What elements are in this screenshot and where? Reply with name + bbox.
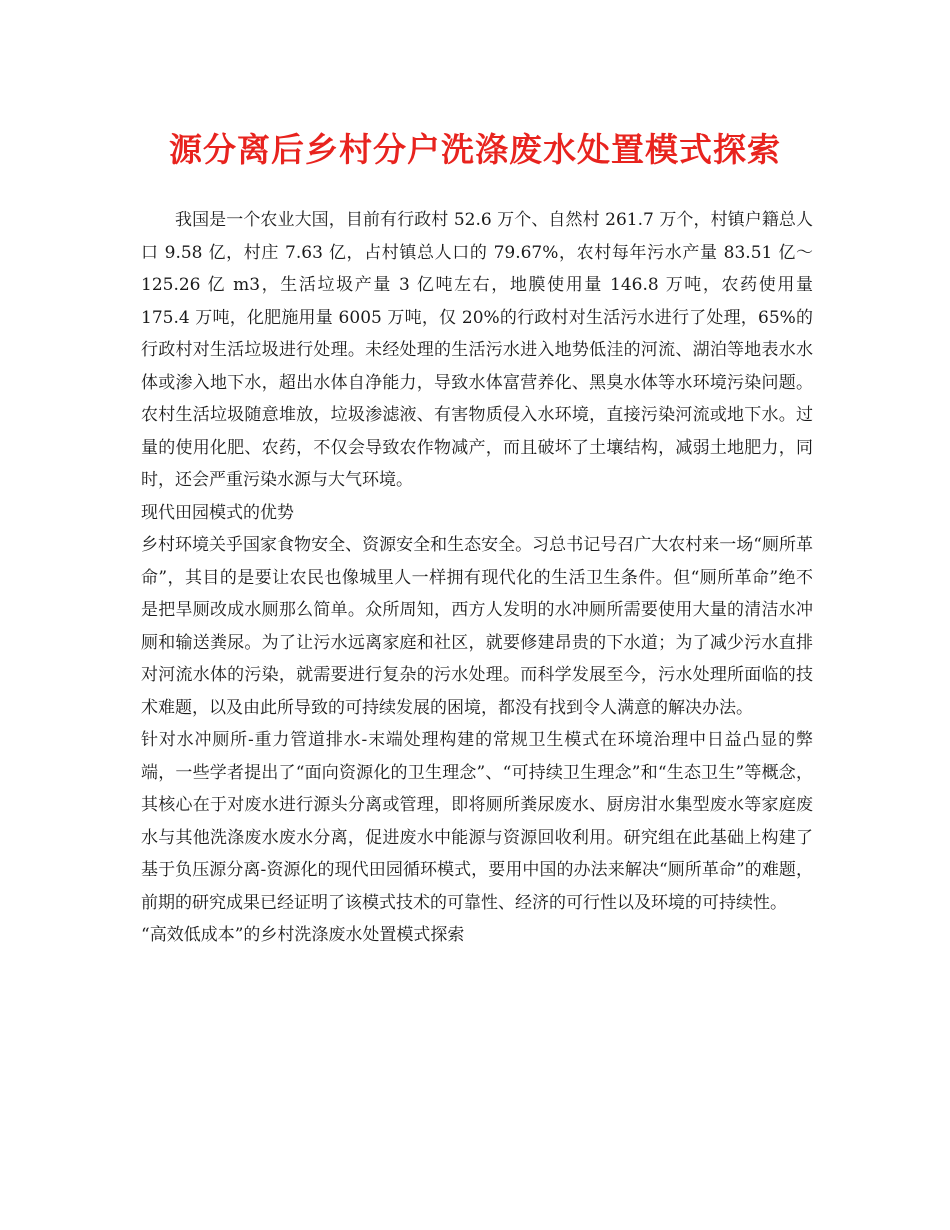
document-title: 源分离后乡村分户洗涤废水处置模式探索 [169,130,781,169]
paragraph-toilet-revolution: 乡村环境关乎国家食物安全、资源安全和生态安全。习总书记号召广大农村来一场“厕所革命”，其目的是要让农民也像城里人一样拥有现代化的生活卫生条件。但“厕所革命”绝不是把旱厕改成水厕那么简单。众所周知，西方人发明的水冲厕所需要使用大量的清洁水冲厕和输送粪尿。为了让污水远离家庭和社区，就要修建昂贵的下水道；为了减少污水直排对河流水体的污染，就需要进行复杂的污水处理。而科学发展至今，污水处理所面临的技术难题，以及由此所导致的可持续发展的困境，都没有找到令人满意的解决办法。 [141,535,813,718]
section-heading-low-cost-model: “高效低成本”的乡村洗涤废水处置模式探索 [141,925,465,945]
paragraph-source-separation: 针对水冲厕所-重力管道排水-末端处理构建的常规卫生模式在环境治理中日益凸显的弊端，一些学者提出了“面向资源化的卫生理念”、“可持续卫生理念”和“生态卫生”等概念，其核心在于对废水进行源头分离或管理，即将厕所粪尿废水、厨房泔水集型废水等家庭废水与其他洗涤废水废水分离，促进废水中能源与资源回收利用。研究组在此基础上构建了基于负压源分离-资源化的现代田园循环模式，要用中国的办法来解决“厕所革命”的难题，前期的研究成果已经证明了该模式技术的可靠性、经济的可行性以及环境的可持续性。 [141,730,813,913]
section-heading-advantages: 现代田园模式的优势 [141,502,294,523]
paragraph-intro: 我国是一个农业大国，目前有行政村 52.6 万个、自然村 261.7 万个，村镇户籍总人口 9.58 亿，村庄 7.63 亿，占村镇总人口的 79.67%，农村每年污水产量 83.51 亿～125.26 亿 m3，生活垃圾产量 3 亿吨左右，地膜使用量 146.8 万吨，农药使用量 175.4 万吨，化肥施用量 6005 万吨，仅 20%的行政村对生活污水进行了处理，65%的行政村对生活垃圾进行处理。未经处理的生活污水进入地势低洼的河流、湖泊等地表水水体或渗入地下水，超出水体自净能力，导致水体富营养化、黑臭水体等水环境污染问题。农村生活垃圾随意堆放，垃圾渗滤液、有害物质侵入水环境，直接污染河流或地下水。过量的使用化肥、农药，不仅会导致农作物减产，而且破坏了土壤结构，减弱土地肥力，同时，还会严重污染水源与大气环境。 [141,210,813,490]
document-body [141,204,813,952]
